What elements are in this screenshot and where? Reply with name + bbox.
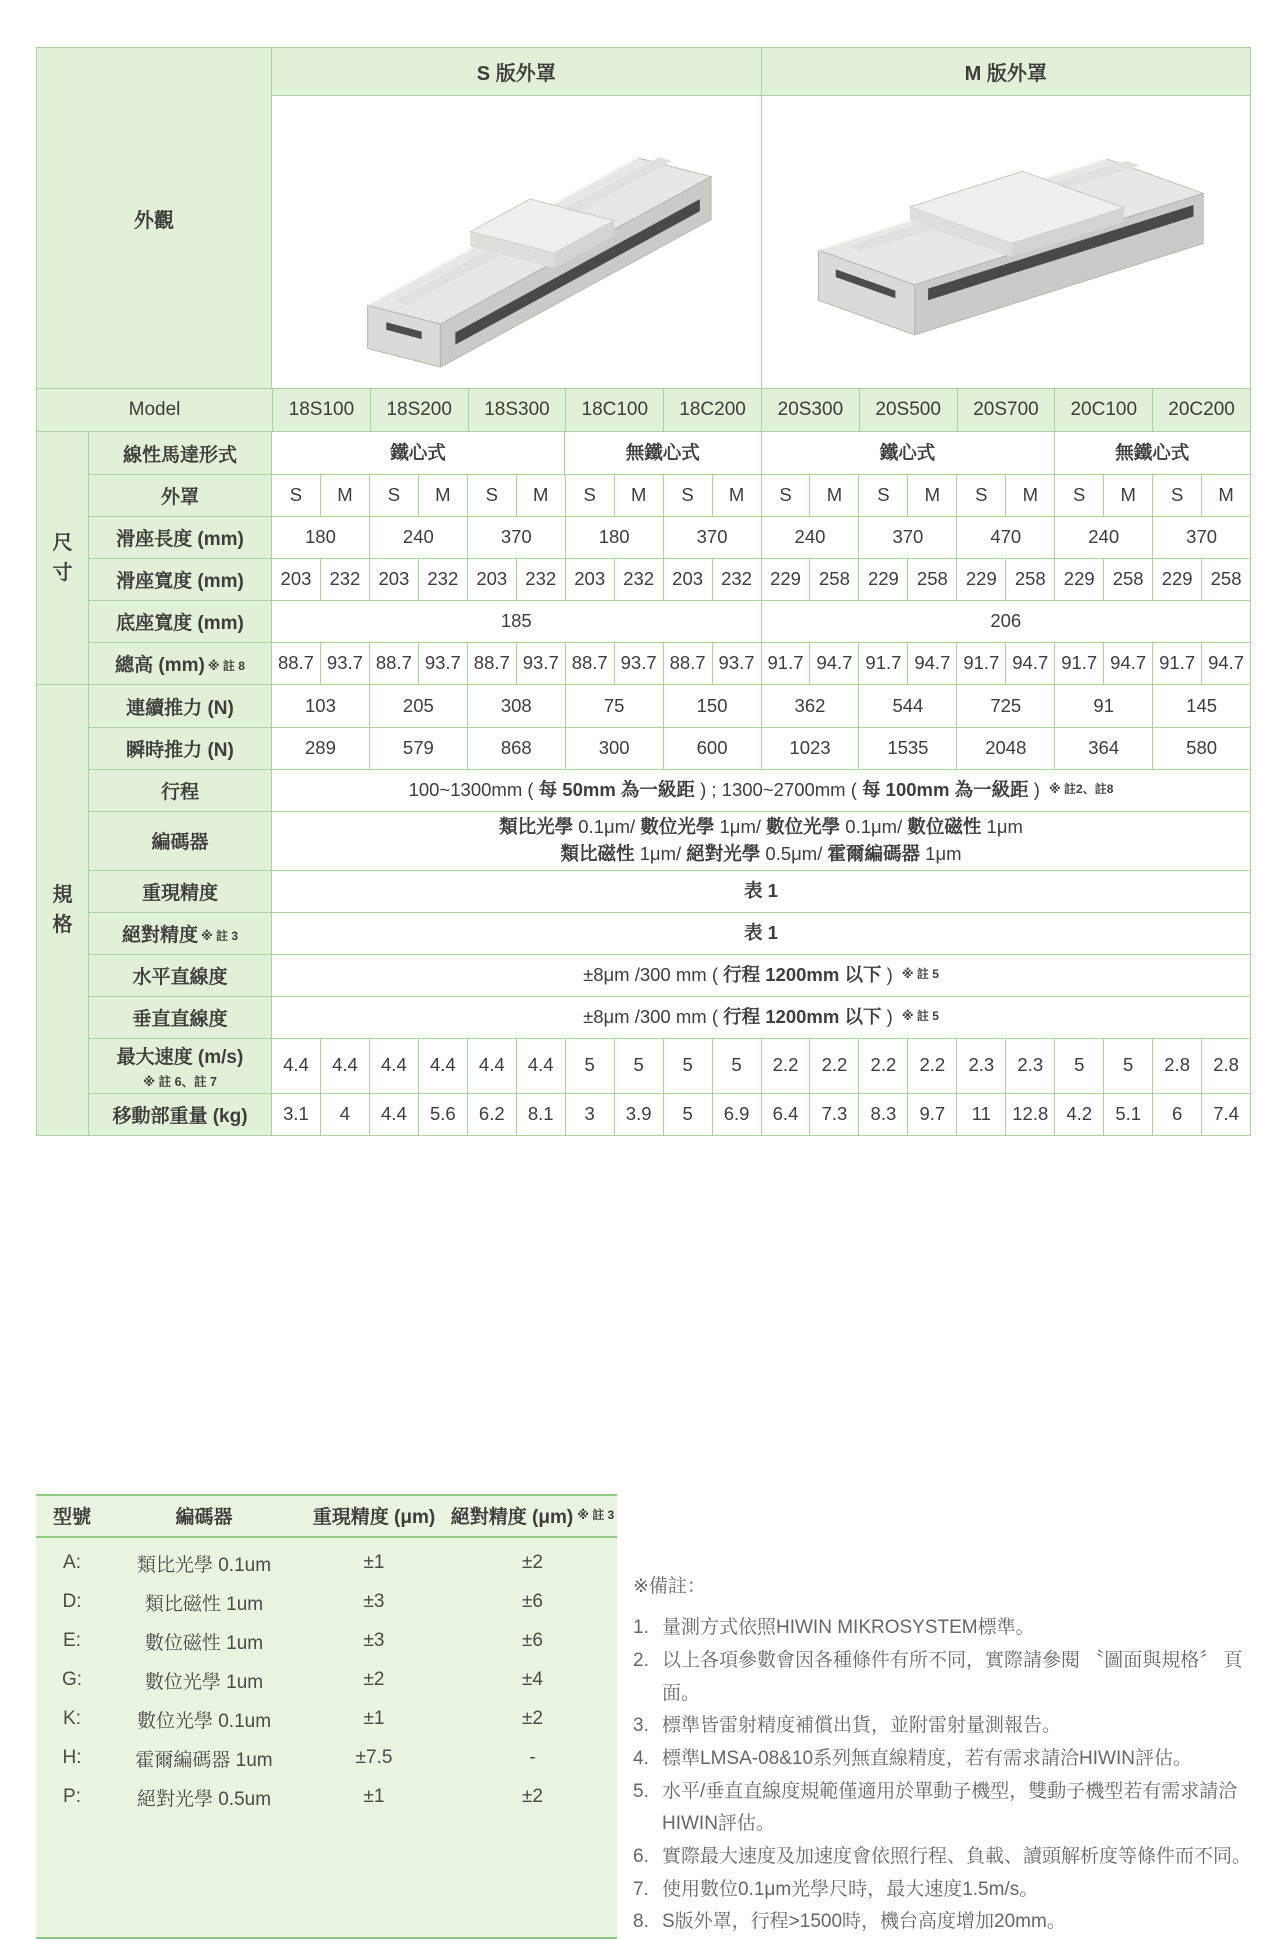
spec-row [89, 870, 1250, 912]
encoder-header-cell: 編碼器 [175, 1507, 233, 1529]
spec-cell: 6.2 [467, 1094, 516, 1135]
spec-cell: 91.7 [1152, 643, 1201, 684]
spec-cell: 6.4 [761, 1094, 810, 1135]
spec-cell: 229 [956, 559, 1005, 600]
spec-cell: 88.7 [277, 652, 314, 674]
spec-cell: 4.2 [1054, 1094, 1103, 1135]
section-label: 尺寸 [37, 432, 89, 684]
spec-cell: 470 [956, 517, 1054, 558]
spec-cell: 5 [663, 1039, 712, 1093]
spec-cell: 5 [565, 1039, 614, 1093]
spec-cell: 240 [369, 517, 467, 558]
spec-cell: 4.4 [283, 1054, 309, 1076]
model-cell: 18S100 [272, 389, 370, 431]
spec-cell: 7.3 [809, 1094, 858, 1135]
spec-cell: 表 1 [744, 921, 778, 943]
encoder-cell: 數位光學 1um [144, 1671, 264, 1693]
model-row-label: Model [128, 399, 181, 420]
spec-cell: 94.7 [809, 643, 858, 684]
spec-cell: 5 [1054, 1039, 1103, 1093]
spec-cell: 4.4 [320, 1039, 369, 1093]
notes-section [617, 1494, 1251, 1939]
spec-cell: 93.7 [614, 643, 663, 684]
note-item: S版外罩，行程>1500時，機台高度增加20mm。 [662, 1911, 1066, 1933]
encoder-table-header [36, 1496, 617, 1538]
m-cover-header: M 版外罩 [761, 48, 1251, 95]
spec-cell: 600 [663, 728, 761, 769]
model-cell: 18C200 [663, 389, 761, 431]
spec-group [37, 684, 1250, 1135]
encoder-cell: 數位光學 0.1um [136, 1710, 272, 1732]
spec-row [89, 432, 1250, 474]
note-item: 標準LMSA-08&10系列無直線精度，若有需求請洽HIWIN評估。 [662, 1747, 1192, 1769]
m-cover-product-image [761, 96, 1251, 388]
spec-row [89, 685, 1250, 727]
spec-row [89, 769, 1250, 811]
row-label: 滑座寬度 (mm) [89, 559, 272, 600]
spec-cell: M [614, 475, 663, 516]
spec-cell: 5 [614, 1039, 663, 1093]
encoder-cell: 霍爾編碼器 1um [135, 1749, 273, 1771]
spec-cell: 203 [280, 568, 312, 590]
row-label: 瞬時推力 (N) [89, 728, 272, 769]
spec-cell: M [907, 475, 956, 516]
spec-row [89, 1093, 1250, 1135]
spec-cell: S [663, 475, 712, 516]
encoder-cell: ±2 [522, 1552, 543, 1574]
encoder-cell: ±2 [522, 1786, 543, 1808]
model-cell: 20S500 [859, 389, 957, 431]
model-row [37, 389, 1250, 432]
spec-cell: 5 [663, 1094, 712, 1135]
model-cell: 18S300 [468, 389, 566, 431]
cover-images [272, 96, 1250, 388]
spec-cell: 868 [467, 728, 565, 769]
spec-group [37, 432, 1250, 684]
encoder-row [36, 1700, 617, 1739]
spec-cell: 2.2 [809, 1039, 858, 1093]
spec-cell: M [1103, 475, 1152, 516]
spec-cell: 258 [809, 559, 858, 600]
spec-cell: 2.2 [907, 1039, 956, 1093]
encoder-cell: P: [63, 1786, 81, 1808]
row-label: 線性馬達形式 [89, 432, 272, 474]
spec-cell: 表 1 [744, 879, 778, 901]
spec-cell: 3 [565, 1094, 614, 1135]
spec-cell: S [1054, 475, 1103, 516]
spec-cell: 3.9 [614, 1094, 663, 1135]
spec-cell: 88.7 [467, 643, 516, 684]
note-item: 量測方式依照HIWIN MIKROSYSTEM標準。 [662, 1617, 1035, 1639]
spec-cell: 289 [305, 737, 336, 759]
spec-cell: 203 [663, 559, 712, 600]
spec-cell: 544 [858, 685, 956, 727]
spec-cell: S [858, 475, 907, 516]
note-item: 標準皆雷射精度補償出貨，並附雷射量測報告。 [662, 1715, 1062, 1737]
spec-cell: 232 [712, 559, 761, 600]
spec-row [89, 912, 1250, 954]
cover-columns [272, 48, 1250, 388]
spec-cell: 232 [418, 559, 467, 600]
linear-stage-s-illustration [290, 102, 742, 382]
spec-cell: 2048 [956, 728, 1054, 769]
spec-cell: 91.7 [858, 643, 907, 684]
spec-cell: S [289, 484, 303, 506]
spec-cell: 2.8 [1201, 1039, 1250, 1093]
spec-cell: 5 [1103, 1039, 1152, 1093]
spec-cell: M [320, 475, 369, 516]
spec-cell: 2.8 [1152, 1039, 1201, 1093]
spec-cell: 94.7 [1103, 643, 1152, 684]
spec-cell: 229 [761, 559, 810, 600]
spec-cell: 94.7 [1005, 643, 1054, 684]
spec-cell: 88.7 [565, 643, 614, 684]
encoder-cell: ±2 [522, 1708, 543, 1730]
spec-cell: 94.7 [1201, 643, 1250, 684]
spec-cell: S [467, 475, 516, 516]
spec-cell: 94.7 [907, 643, 956, 684]
spec-cell: 93.7 [320, 643, 369, 684]
encoder-cell: ±6 [522, 1591, 543, 1613]
spec-cell: M [418, 475, 467, 516]
spec-cell: 370 [1152, 517, 1250, 558]
encoder-cell: 絕對光學 0.5um [136, 1788, 272, 1810]
spec-cell: M [809, 475, 858, 516]
encoder-cell: ±3 [363, 1630, 385, 1652]
spec-row [89, 474, 1250, 516]
s-cover-header: S 版外罩 [272, 48, 761, 95]
spec-cell: 308 [467, 685, 565, 727]
spec-cell: 無鐵心式 [1054, 432, 1250, 474]
spec-cell: ±8μm /300 mm ( 行程 1200mm 以下 ) ※ 註 5 [583, 963, 939, 985]
encoder-cell: ±7.5 [355, 1747, 393, 1769]
product-spec-table [36, 47, 1251, 1136]
spec-cell: 2.2 [858, 1039, 907, 1093]
row-label: 編碼器 [89, 812, 272, 870]
row-label: 底座寬度 (mm) [89, 601, 272, 642]
spec-cell: M [1201, 475, 1250, 516]
note-item: 使用數位0.1μm光學尺時，最大速度1.5m/s。 [662, 1878, 1039, 1900]
model-cell: 20S300 [761, 389, 859, 431]
encoder-cell: K: [63, 1708, 81, 1730]
spec-cell: 362 [761, 685, 859, 727]
model-cell: 20S700 [957, 389, 1055, 431]
spec-cell: M [516, 475, 565, 516]
spec-cell: 180 [305, 526, 336, 548]
encoder-cell: 數位磁性 1um [144, 1632, 264, 1654]
spec-cell: M [1005, 475, 1054, 516]
model-cell: 18S200 [370, 389, 468, 431]
appearance-section [37, 48, 1250, 389]
spec-cell: 103 [305, 694, 336, 716]
encoder-cell: ±3 [363, 1591, 385, 1613]
encoder-row [36, 1583, 617, 1622]
cover-headers [272, 48, 1250, 96]
spec-cell: 205 [369, 685, 467, 727]
spec-cell: 88.7 [663, 643, 712, 684]
spec-cell: 229 [1152, 559, 1201, 600]
spec-cell: 4.4 [369, 1094, 418, 1135]
encoder-header-cell: 絕對精度 (μm) ※ 註 3 [450, 1507, 615, 1529]
encoder-cell: ±2 [363, 1669, 385, 1691]
spec-cell: S [369, 475, 418, 516]
spec-row [89, 1038, 1250, 1093]
spec-cell: 725 [956, 685, 1054, 727]
spec-cell: 240 [1054, 517, 1152, 558]
encoder-cell: A: [63, 1552, 81, 1574]
spec-cell: 2.3 [1005, 1039, 1054, 1093]
spec-cell: 206 [761, 601, 1251, 642]
row-label: 水平直線度 [89, 955, 272, 996]
spec-cell: 229 [1054, 559, 1103, 600]
spec-cell: 579 [369, 728, 467, 769]
row-label: 外罩 [89, 475, 272, 516]
spec-cell: 8.1 [516, 1094, 565, 1135]
spec-cell: 203 [565, 559, 614, 600]
encoder-cell: - [529, 1747, 536, 1769]
encoder-cell: G: [61, 1669, 83, 1691]
spec-cell: 370 [858, 517, 956, 558]
spec-cell: 類比光學 0.1μm/ 數位光學 1μm/ 數位光學 0.1μm/ 數位磁性 1μm 類比磁性 1μm/ 絕對光學 0.5μm/ 霍爾編碼器 1μm [499, 816, 1023, 864]
spec-cell: 4 [320, 1094, 369, 1135]
spec-cell: 240 [761, 517, 859, 558]
spec-cell: 229 [858, 559, 907, 600]
spec-cell: 88.7 [369, 643, 418, 684]
spec-cell: 370 [663, 517, 761, 558]
spec-cell: 3.1 [283, 1102, 309, 1124]
note-item: 以上各項參數會因各種條件有所不同，實際請參閱 〝圖面與規格〞 頁面。 [662, 1649, 1243, 1704]
note-item: 水平/垂直直線度規範僅適用於單動子機型，雙動子機型若有需求請洽HIWIN評估。 [662, 1780, 1238, 1835]
encoder-cell: H: [62, 1747, 82, 1769]
spec-cell: 93.7 [516, 643, 565, 684]
notes-list [633, 1612, 1251, 1939]
row-label: 最大速度 (m/s) ※ 註 6、註 7 [89, 1039, 272, 1093]
spec-groups [37, 432, 1250, 1135]
spec-cell: 580 [1152, 728, 1250, 769]
encoder-header-cell: 重現精度 (μm) [312, 1507, 436, 1529]
notes-title: ※備註： [633, 1575, 706, 1597]
encoder-row [36, 1544, 617, 1583]
spec-cell: 93.7 [712, 643, 761, 684]
spec-cell: 180 [565, 517, 663, 558]
spec-cell: 258 [1103, 559, 1152, 600]
encoder-accuracy-table [36, 1494, 617, 1939]
row-label: 滑座長度 (mm) [89, 517, 272, 558]
spec-cell: 5.1 [1103, 1094, 1152, 1135]
encoder-table-rows [36, 1538, 617, 1823]
spec-cell: 2.2 [761, 1039, 810, 1093]
row-label: 總高 (mm) ※ 註 8 [89, 643, 272, 684]
encoder-cell: ±1 [363, 1552, 385, 1574]
spec-cell: 91 [1054, 685, 1152, 727]
spec-cell: 12.8 [1005, 1094, 1054, 1135]
spec-row [89, 727, 1250, 769]
model-cell: 20C200 [1152, 389, 1250, 431]
spec-cell: 6 [1152, 1094, 1201, 1135]
encoder-cell: 類比磁性 1um [144, 1593, 264, 1615]
spec-cell: M [712, 475, 761, 516]
spec-row [89, 811, 1250, 870]
spec-cell: 232 [614, 559, 663, 600]
spec-cell: 7.4 [1201, 1094, 1250, 1135]
spec-row [89, 954, 1250, 996]
model-cell: 18C100 [565, 389, 663, 431]
row-label: 移動部重量 (kg) [89, 1094, 272, 1135]
section-label: 規格 [37, 685, 89, 1135]
spec-cell: 203 [369, 559, 418, 600]
spec-cell: 4.4 [369, 1039, 418, 1093]
spec-cell: 100~1300mm ( 每 50mm 為一級距 ) ; 1300~2700mm ( 每 100mm 為一級距 ) ※ 註2、註8 [408, 779, 1114, 801]
spec-row [89, 996, 1250, 1038]
encoder-row [36, 1661, 617, 1700]
spec-cell: 6.9 [712, 1094, 761, 1135]
spec-cell: S [565, 475, 614, 516]
linear-stage-m-illustration [780, 125, 1232, 360]
bottom-area [36, 1494, 1251, 1939]
encoder-cell: 類比光學 0.1um [136, 1554, 272, 1576]
spec-cell: 185 [500, 610, 532, 632]
encoder-cell: ±1 [363, 1786, 385, 1808]
spec-cell: 1023 [761, 728, 859, 769]
spec-cell: 鐵心式 [390, 441, 446, 463]
spec-cell: 4.4 [516, 1039, 565, 1093]
spec-row [89, 600, 1250, 642]
s-cover-product-image [272, 96, 761, 388]
row-label: 絕對精度 ※ 註 3 [89, 913, 272, 954]
spec-cell: 258 [907, 559, 956, 600]
spec-cell: 鐵心式 [761, 432, 1054, 474]
encoder-cell: ±6 [522, 1630, 543, 1652]
spec-cell: S [956, 475, 1005, 516]
spec-cell: 4.4 [467, 1039, 516, 1093]
spec-cell: 93.7 [418, 643, 467, 684]
spec-cell: 91.7 [761, 643, 810, 684]
spec-cell: 9.7 [907, 1094, 956, 1135]
row-label: 連續推力 (N) [89, 685, 272, 727]
encoder-cell: E: [63, 1630, 81, 1652]
spec-cell: 370 [467, 517, 565, 558]
spec-row [89, 642, 1250, 684]
spec-cell: 1535 [858, 728, 956, 769]
spec-cell: 無鐵心式 [564, 432, 760, 474]
encoder-row [36, 1778, 617, 1817]
model-cells [272, 389, 1250, 431]
spec-cell: 300 [565, 728, 663, 769]
encoder-header-cell: 型號 [52, 1507, 91, 1529]
spec-cell: 5 [712, 1039, 761, 1093]
row-label: 重現精度 [89, 871, 272, 912]
encoder-cell: ±4 [522, 1669, 543, 1691]
spec-cell: S [1152, 475, 1201, 516]
spec-cell: 8.3 [858, 1094, 907, 1135]
spec-cell: 75 [565, 685, 663, 727]
spec-cell: 2.3 [956, 1039, 1005, 1093]
spec-cell: 364 [1054, 728, 1152, 769]
row-label: 行程 [89, 770, 272, 811]
encoder-row [36, 1739, 617, 1778]
spec-cell: 91.7 [1054, 643, 1103, 684]
spec-cell: 232 [320, 559, 369, 600]
model-cell: 20C100 [1054, 389, 1152, 431]
spec-cell: ±8μm /300 mm ( 行程 1200mm 以下 ) ※ 註 5 [583, 1005, 939, 1027]
row-label: 垂直直線度 [89, 997, 272, 1038]
spec-cell: S [761, 475, 810, 516]
spec-cell: 5.6 [418, 1094, 467, 1135]
spec-cell: 203 [467, 559, 516, 600]
encoder-cell: D: [62, 1591, 82, 1613]
spec-cell: 11 [956, 1094, 1005, 1135]
encoder-cell: ±1 [363, 1708, 385, 1730]
spec-cell: 258 [1201, 559, 1250, 600]
spec-row [89, 516, 1250, 558]
spec-cell: 232 [516, 559, 565, 600]
encoder-row [36, 1622, 617, 1661]
spec-cell: 150 [663, 685, 761, 727]
spec-cell: 4.4 [418, 1039, 467, 1093]
spec-cell: 91.7 [956, 643, 1005, 684]
spec-cell: 258 [1005, 559, 1054, 600]
note-item: 實際最大速度及加速度會依照行程、負載、讀頭解析度等條件而不同。 [662, 1845, 1252, 1867]
spec-cell: 145 [1152, 685, 1250, 727]
spec-row [89, 558, 1250, 600]
appearance-label: 外觀 [37, 48, 272, 388]
